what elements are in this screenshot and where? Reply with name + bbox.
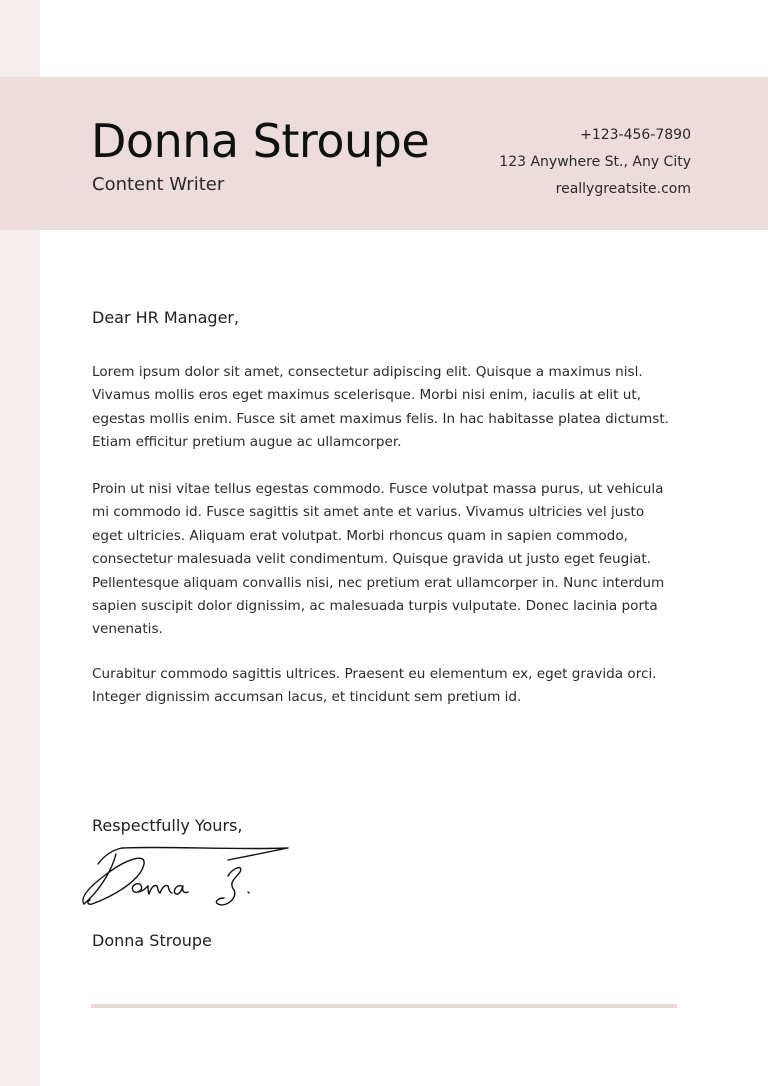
body-paragraph: Lorem ipsum dolor sit amet, consectetur adipiscing elit. Quisque a maximus nisl. Vivamus mollis eros eget maximus scelerisque. Morbi nisi enim, iaculis at elit ut, egestas mollis enim. Fusce sit amet maximus felis. In hac habitasse platea dictumst. Etiam efficitur pretium augue ac ullamcorper. [92,364,669,451]
contact-block [499,122,691,203]
contact-address: 123 Anywhere St., Any City [499,154,691,170]
applicant-role: Content Writer [92,174,225,195]
closing: Respectfully Yours, [92,816,243,835]
applicant-name: Donna Stroupe [91,114,430,168]
salutation: Dear HR Manager, [92,308,240,327]
contact-phone: +123-456-7890 [580,127,691,143]
contact-website: reallygreatsite.com [555,181,691,197]
handwritten-signature [78,842,298,912]
body-paragraph: Curabitur commodo sagittis ultrices. Praesent eu elementum ex, eget gravida orci. Integer dignissim accumsan lacus, et tincidunt sem pretium id. [92,666,657,706]
signer-name: Donna Stroupe [92,931,212,950]
body-paragraph: Proin ut nisi vitae tellus egestas commodo. Fusce volutpat massa purus, ut vehicula mi commodo id. Fusce sagittis sit amet ante et varius. Vivamus ultricies vel justo eget ultricies. Aliquam erat volutpat. Morbi rhoncus quam in sapien commodo, consectetur malesuada velit condimentum. Quisque gravida ut justo eget feugiat. Pellentesque aliquam convallis nisi, nec pretium erat ullamcorper in. Nunc interdum sapien suscipit dolor dignissim, ac malesuada turpis vulputate. Donec lacinia porta venenatis. [92,481,665,638]
footer-divider [91,1004,677,1008]
